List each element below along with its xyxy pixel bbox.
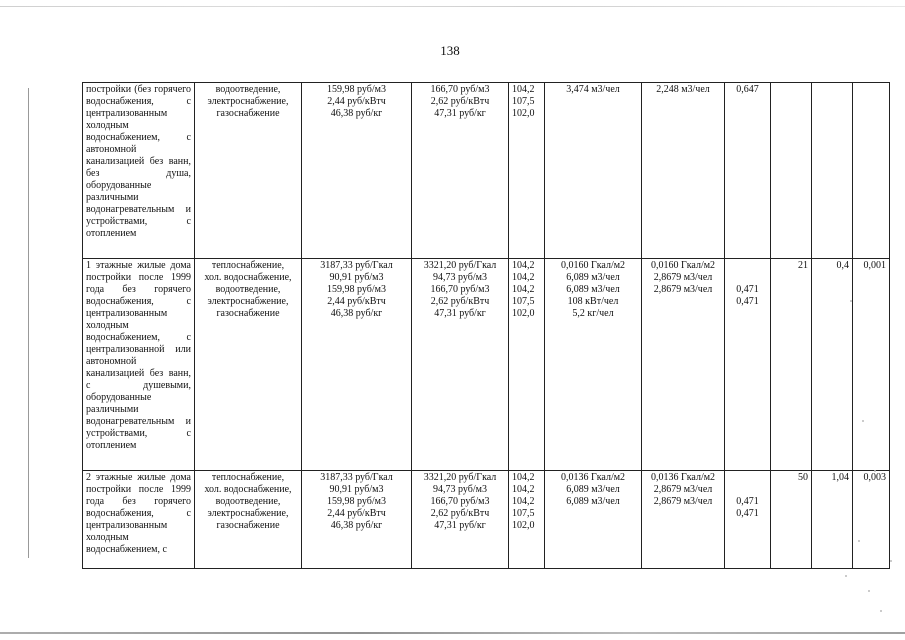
- cell-line: 46,38 руб/кг: [330, 520, 383, 531]
- services-cell: [195, 259, 302, 471]
- table-row: [83, 83, 890, 259]
- cell-line: электроснабжение,: [207, 296, 289, 307]
- scan-speck: [868, 590, 870, 592]
- tariff-old-cell: [302, 471, 412, 569]
- norm-old-cell: [545, 471, 642, 569]
- cell-line: 2,8679 м3/чел: [653, 496, 713, 507]
- cell-line: 2,8679 м3/чел: [653, 284, 713, 295]
- cell-line: 47,31 руб/кг: [434, 308, 486, 319]
- cell-line: 166,70 руб/м3: [430, 496, 490, 507]
- cell-line: водоотведение,: [215, 84, 281, 95]
- value-b-cell: [812, 259, 853, 471]
- tariff-old-cell: [302, 259, 412, 471]
- cell-line: 104,2: [512, 472, 535, 483]
- cell-line: 94,73 руб/м3: [433, 484, 487, 495]
- housing-type-cell: [83, 259, 195, 471]
- coefficient-cell: [725, 83, 771, 259]
- cell-line: 0,471: [736, 284, 759, 295]
- cell-line: 0,0160 Гкал/м2: [560, 260, 626, 271]
- scan-speck: [874, 470, 876, 472]
- scan-speck: [858, 540, 860, 542]
- cell-line: теплоснабжение,: [211, 472, 285, 483]
- cell-line: 107,5: [512, 96, 535, 107]
- cell-line: 3321,20 руб/Гкал: [423, 472, 497, 483]
- cell-line: 0,647: [736, 84, 759, 95]
- cell-line: 46,38 руб/кг: [330, 308, 383, 319]
- cell-line: 2,44 руб/кВтч: [327, 96, 386, 107]
- coefficient-cell: [725, 259, 771, 471]
- value-c-cell: [853, 259, 890, 471]
- scan-speck: [850, 300, 852, 302]
- scan-speck: [890, 560, 892, 562]
- cell-text: 50: [798, 472, 808, 483]
- cell-line: 104,2: [512, 84, 535, 95]
- value-a-cell: [771, 83, 812, 259]
- cell-line: 2,62 руб/кВтч: [430, 508, 490, 519]
- cell-line: 2,62 руб/кВтч: [430, 296, 490, 307]
- table-row: [83, 471, 890, 569]
- cell-line: 2,62 руб/кВтч: [430, 96, 490, 107]
- norm-new-cell: [642, 259, 725, 471]
- cell-line: 107,5: [512, 508, 535, 519]
- index-cell: [509, 259, 545, 471]
- norm-old-cell: [545, 83, 642, 259]
- cell-line: 0,471: [736, 296, 759, 307]
- scan-margin-line: [28, 88, 29, 558]
- coefficient-cell: [725, 471, 771, 569]
- cell-text: 0,4: [836, 260, 849, 271]
- cell-line: 5,2 кг/чел: [572, 308, 614, 319]
- norm-old-cell: [545, 259, 642, 471]
- cell-text: 0,003: [863, 472, 886, 483]
- cell-line: теплоснабжение,: [211, 260, 285, 271]
- cell-text: 1 этажные жилые дома постройки после 1999 года без горячего водоснабжения, с централизованным холодным водоснабжением, с централизованной или автономной канализацией без ванн, с душевыми, оборудованные различными водонагревательным и устройствами, с отоплением: [86, 260, 191, 451]
- cell-line: 0,0136 Гкал/м2: [560, 472, 626, 483]
- scan-speck: [862, 420, 864, 422]
- cell-text: 1,04: [831, 472, 849, 483]
- value-a-cell: [771, 471, 812, 569]
- cell-line: 0,0160 Гкал/м2: [650, 260, 716, 271]
- cell-line: хол. водоснабжение,: [204, 272, 292, 283]
- cell-line: 6,089 м3/чел: [566, 284, 620, 295]
- cell-line: 108 кВт/чел: [567, 296, 619, 307]
- cell-line: 2,44 руб/кВтч: [327, 508, 386, 519]
- tariff-new-cell: [412, 83, 509, 259]
- cell-line: 104,2: [512, 496, 535, 507]
- scan-speck: [845, 575, 847, 577]
- cell-line: водоотведение,: [215, 284, 281, 295]
- cell-line: 46,38 руб/кг: [330, 108, 383, 119]
- cell-line: 90,91 руб/м3: [329, 484, 384, 495]
- cell-line: электроснабжение,: [207, 96, 289, 107]
- cell-line: 6,089 м3/чел: [566, 272, 620, 283]
- cell-line: 94,73 руб/м3: [433, 272, 487, 283]
- cell-line: 102,0: [512, 520, 535, 531]
- cell-text: 0,001: [863, 260, 886, 271]
- services-cell: [195, 83, 302, 259]
- cell-line: 104,2: [512, 484, 535, 495]
- cell-text: постройки (без горячего водоснабжения, с централизованным холодным водоснабжением, с автономной канализацией без ванн, без душа, оборудованные различными водонагревательным и устройствами, с отоплением: [86, 84, 191, 239]
- value-a-cell: [771, 259, 812, 471]
- cell-line: 159,98 руб/м3: [327, 284, 386, 295]
- cell-line: 3,474 м3/чел: [566, 84, 620, 95]
- cell-line: газоснабжение: [216, 520, 280, 531]
- value-c-cell: [853, 83, 890, 259]
- cell-line: 107,5: [512, 296, 535, 307]
- cell-line: 3187,33 руб/Гкал: [320, 260, 393, 271]
- cell-line: 47,31 руб/кг: [434, 108, 486, 119]
- housing-type-cell: [83, 471, 195, 569]
- norm-new-cell: [642, 471, 725, 569]
- cell-line: 166,70 руб/м3: [430, 84, 490, 95]
- norm-new-cell: [642, 83, 725, 259]
- cell-line: 0,471: [736, 508, 759, 519]
- housing-type-cell: [83, 83, 195, 259]
- cell-line: хол. водоснабжение,: [204, 484, 292, 495]
- cell-text: 21: [798, 260, 808, 271]
- cell-line: 2,248 м3/чел: [656, 84, 710, 95]
- cell-line: 159,98 руб/м3: [327, 84, 386, 95]
- cell-line: 2,44 руб/кВтч: [327, 296, 386, 307]
- cell-line: 0,471: [736, 496, 759, 507]
- cell-line: 104,2: [512, 260, 535, 271]
- index-cell: [509, 471, 545, 569]
- cell-line: 102,0: [512, 108, 535, 119]
- cell-line: 159,98 руб/м3: [327, 496, 386, 507]
- cell-line: 166,70 руб/м3: [430, 284, 490, 295]
- cell-line: 2,8679 м3/чел: [653, 272, 713, 283]
- value-c-cell: [853, 471, 890, 569]
- tariff-new-cell: [412, 259, 509, 471]
- tariff-new-cell: [412, 471, 509, 569]
- cell-text: 2 этажные жилые дома постройки после 1999 года без горячего водоснабжения, с централизованным холодным водоснабжением, с: [86, 472, 191, 555]
- index-cell: [509, 83, 545, 259]
- scan-speck: [880, 610, 882, 612]
- cell-line: 0,0136 Гкал/м2: [650, 472, 716, 483]
- cell-line: 3187,33 руб/Гкал: [320, 472, 393, 483]
- value-b-cell: [812, 83, 853, 259]
- tariff-table: [82, 82, 890, 569]
- cell-line: газоснабжение: [216, 108, 280, 119]
- page-number: 138: [440, 43, 460, 58]
- scan-edge-top: [0, 6, 905, 7]
- cell-line: 6,089 м3/чел: [566, 484, 620, 495]
- cell-line: 3321,20 руб/Гкал: [423, 260, 497, 271]
- table-row: [83, 259, 890, 471]
- cell-line: газоснабжение: [216, 308, 280, 319]
- cell-line: 102,0: [512, 308, 535, 319]
- tariff-old-cell: [302, 83, 412, 259]
- cell-line: 104,2: [512, 284, 535, 295]
- cell-line: 2,8679 м3/чел: [653, 484, 713, 495]
- cell-line: 90,91 руб/м3: [329, 272, 384, 283]
- cell-line: электроснабжение,: [207, 508, 289, 519]
- cell-line: водоотведение,: [215, 496, 281, 507]
- cell-line: 104,2: [512, 272, 535, 283]
- cell-line: 47,31 руб/кг: [434, 520, 486, 531]
- scan-edge-bottom: [0, 632, 905, 634]
- value-b-cell: [812, 471, 853, 569]
- cell-line: 6,089 м3/чел: [566, 496, 620, 507]
- services-cell: [195, 471, 302, 569]
